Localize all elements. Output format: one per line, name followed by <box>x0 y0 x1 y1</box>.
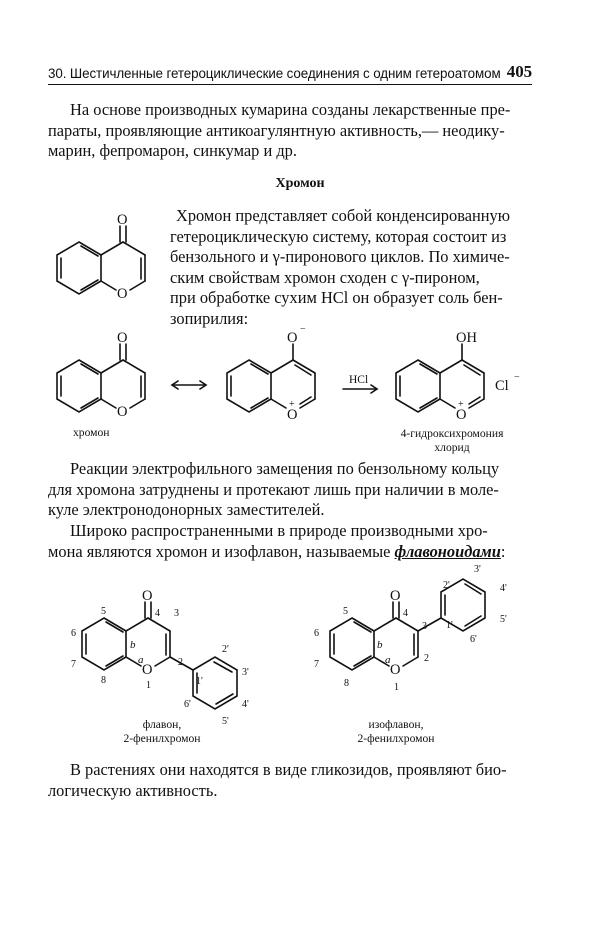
atom-number: 4' <box>500 583 507 594</box>
atom-label: O <box>117 404 128 420</box>
atom-label: O <box>390 588 401 604</box>
atom-label: O <box>117 286 128 302</box>
atom-number: 1' <box>446 620 453 631</box>
section-title-chromone: Хромон <box>275 176 325 191</box>
atom-label: O <box>117 212 128 228</box>
atom-number: 5' <box>500 614 507 625</box>
atom-number: 2' <box>222 644 229 655</box>
product-caption <box>392 427 512 455</box>
ring-label: b <box>130 639 136 651</box>
atom-label: O <box>456 407 467 423</box>
atom-number: 7 <box>314 659 319 670</box>
chloride-label: Cl <box>495 378 509 394</box>
isoflavone-caption-line: изофлавон, <box>368 718 424 731</box>
text-line: для хромона затруднены и протекают лишь при наличии в моле- <box>48 479 499 499</box>
atom-number: 5' <box>222 716 229 727</box>
atom-number: 6 <box>314 628 319 639</box>
text-line: В растениях они находятся в виде гликозидов, проявляют био- <box>70 760 507 779</box>
atom-number: 8 <box>344 678 349 689</box>
text-line: На основе производных кумарина созданы лекарственные пре- <box>70 100 511 119</box>
atom-number: 1 <box>146 680 151 691</box>
text-line: зопирилия: <box>170 308 249 328</box>
text-line <box>48 542 532 563</box>
atom-number: 5 <box>101 606 106 617</box>
atom-number: 3' <box>474 564 481 575</box>
atom-number: 1' <box>196 676 203 687</box>
atom-number: 4 <box>403 608 408 619</box>
ring-label: a <box>138 654 144 666</box>
charge-minus: − <box>300 324 306 335</box>
chapter-title: 30. Шестичленные гетероциклические соединения с одним гетероатомом <box>48 66 501 81</box>
paragraph-flavonoids <box>48 521 532 562</box>
isoflavone-caption <box>346 718 446 746</box>
text-line: Хромон представляет собой конденсированную <box>176 206 510 225</box>
atom-number: 1 <box>394 682 399 693</box>
atom-number: 7 <box>71 659 76 670</box>
chromone-caption: хромон <box>73 426 110 439</box>
page-number: 405 <box>506 62 532 81</box>
atom-number: 5 <box>343 606 348 617</box>
atom-number: 6 <box>71 628 76 639</box>
text-line: гетероциклическую систему, которая состоит из <box>170 226 507 246</box>
ring-label: b <box>377 639 383 651</box>
product-caption-line: 4-гидроксихромония <box>400 427 504 440</box>
isoflavone-caption-line: 2-фенилхромон <box>357 732 435 745</box>
atom-label: O <box>142 662 153 678</box>
paragraph-glycosides <box>48 760 532 801</box>
atom-label: O <box>117 330 128 346</box>
text-fragment: : <box>500 541 506 561</box>
chromone-structure <box>57 212 145 302</box>
atom-label: OH <box>456 330 477 346</box>
atom-number: 3 <box>174 608 179 619</box>
atom-number: 2 <box>424 653 429 664</box>
reagent-label: HCl <box>349 374 369 386</box>
text-line: параты, проявляющие антикоагулянтную активность,— неодику- <box>48 120 505 140</box>
atom-number: 8 <box>101 675 106 686</box>
product-caption-line: хлорид <box>434 441 470 454</box>
text-line: куле электронодонорных заместителей. <box>48 500 325 519</box>
atom-label: O <box>287 407 298 423</box>
isoflavone-structure <box>314 564 507 693</box>
atom-number: 2 <box>178 657 183 668</box>
charge-plus: + <box>289 399 295 410</box>
scheme-chromone <box>57 330 145 420</box>
ring-label: a <box>385 654 391 666</box>
scheme-hydroxychromenylium <box>396 330 520 423</box>
reaction-arrow <box>343 374 377 393</box>
text-line: Реакции электрофильного замещения по бензольному кольцу <box>70 459 500 478</box>
atom-number: 4 <box>155 608 160 619</box>
text-line: ским свойствам хромон сходен с γ-пироном, <box>170 267 480 287</box>
atom-number: 6' <box>184 699 191 710</box>
flavone-caption-line: флавон, <box>142 718 182 731</box>
text-fragment: мона являются хромон и изофлавон, называемые <box>48 541 395 561</box>
text-line: бензольного и γ-пиронового циклов. По химиче- <box>170 247 510 266</box>
scheme-pyrylium-olate <box>227 324 315 423</box>
atom-number: 2' <box>443 580 450 591</box>
charge-plus: + <box>458 399 464 410</box>
text-line: при обработке сухим HCl он образует соль бен- <box>170 288 503 307</box>
charge-minus: − <box>514 372 520 383</box>
atom-number: 3' <box>242 667 249 678</box>
atom-label: O <box>287 330 298 346</box>
resonance-arrow <box>172 381 206 389</box>
atom-number: 4' <box>242 699 249 710</box>
text-line: Широко распространенными в природе производными хро- <box>70 521 488 540</box>
flavone-caption-line: 2-фенилхромон <box>123 732 201 745</box>
atom-label: O <box>390 662 401 678</box>
atom-number: 6' <box>470 634 477 645</box>
atom-label: O <box>142 588 153 604</box>
text-line: марин, фепромарон, синкумар и др. <box>48 141 297 160</box>
flavone-caption <box>112 718 212 746</box>
atom-number: 3 <box>422 621 427 632</box>
flavone-structure <box>71 588 249 727</box>
text-line: логическую активность. <box>48 780 218 800</box>
term-flavonoids: флавоноидами <box>394 541 501 561</box>
paragraph-electrophilic-substitution <box>48 459 532 521</box>
